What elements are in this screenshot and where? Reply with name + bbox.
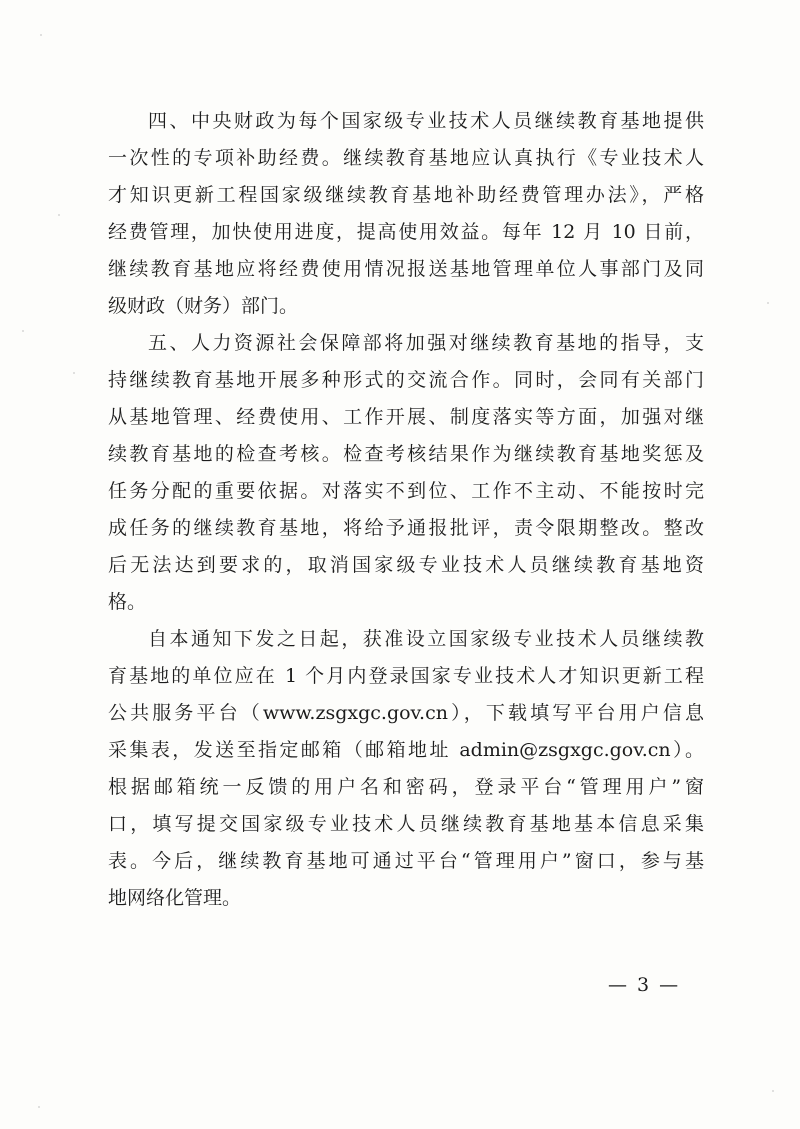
paragraph-2 [108, 325, 704, 621]
text-line: 五、人力资源社会保障部将加强对继续教育基地的指导，支 [148, 332, 704, 354]
scan-speck [73, 372, 75, 374]
page-number: — 3 — [608, 974, 681, 996]
text-line: 公共服务平台（www.zsgxgc.gov.cn），下载填写平台用户信息 [108, 702, 704, 724]
text-line: 育基地的单位应在 1 个月内登录国家专业技术人才知识更新工程 [108, 665, 704, 687]
text-line: 口，填写提交国家级专业技术人员继续教育基地基本信息采集 [108, 813, 704, 835]
scan-speck [40, 34, 42, 36]
text-line: 才知识更新工程国家级继续教育基地补助经费管理办法》，严格 [108, 184, 704, 206]
paragraph-3 [108, 621, 704, 917]
text-line: 持继续教育基地开展多种形式的交流合作。同时，会同有关部门 [108, 369, 704, 391]
paragraph-1 [108, 103, 704, 325]
text-line: 继续教育基地应将经费使用情况报送基地管理单位人事部门及同 [108, 258, 704, 280]
scan-speck [772, 1090, 774, 1092]
text-line: 地网络化管理。 [108, 887, 242, 909]
text-line: 从基地管理、经费使用、工作开展、制度落实等方面，加强对继 [108, 406, 704, 428]
scan-speck [22, 330, 24, 332]
text-line: 一次性的专项补助经费。继续教育基地应认真执行《专业技术人 [108, 147, 704, 169]
text-line: 成任务的继续教育基地，将给予通报批评，责令限期整改。整改 [108, 517, 704, 539]
text-line: 自本通知下发之日起，获准设立国家级专业技术人员继续教 [148, 628, 704, 650]
text-line: 级财政（财务）部门。 [108, 295, 299, 317]
text-line: 经费管理，加快使用进度，提高使用效益。每年 12 月 10 日前， [108, 221, 704, 243]
text-line: 后无法达到要求的，取消国家级专业技术人员继续教育基地资 [108, 554, 704, 576]
text-line: 续教育基地的检查考核。检查考核结果作为继续教育基地奖惩及 [108, 443, 704, 465]
text-line: 任务分配的重要依据。对落实不到位、工作不主动、不能按时完 [108, 480, 704, 502]
scan-speck [767, 302, 769, 304]
text-line: 采集表，发送至指定邮箱（邮箱地址 admin@zsgxgc.gov.cn）。 [108, 739, 704, 761]
text-line: 根据邮箱统一反馈的用户名和密码，登录平台“管理用户”窗 [108, 776, 704, 798]
document-body [108, 103, 704, 917]
text-line: 格。 [108, 591, 147, 613]
text-line: 表。今后，继续教育基地可通过平台“管理用户”窗口，参与基 [108, 850, 704, 872]
scan-speck [58, 214, 60, 216]
text-line: 四、中央财政为每个国家级专业技术人员继续教育基地提供 [148, 110, 704, 132]
scan-speck [38, 1106, 40, 1108]
